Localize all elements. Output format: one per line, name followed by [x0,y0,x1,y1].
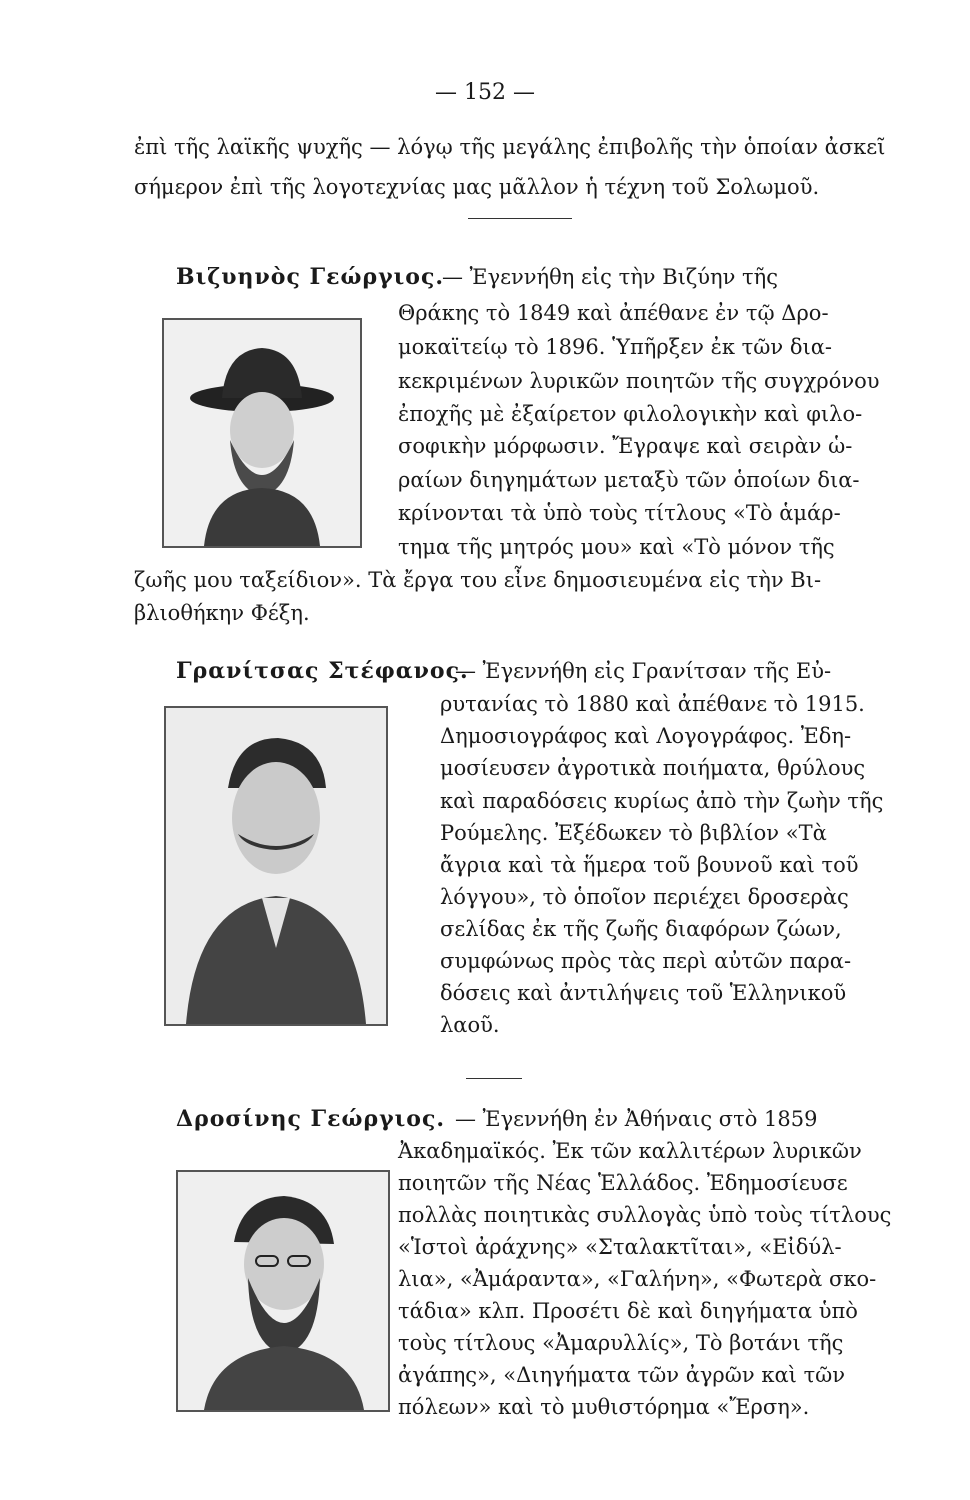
entry-2-name: Γρανίτσας Στέφανος. [176,658,469,684]
entry-2-line-12: λαοῦ. [440,1013,500,1037]
section-divider [466,1078,522,1079]
entry-3-line-5: «Ἱστοὶ ἀράχνης» «Σταλακτῖται», «Εἰδύλ- [398,1235,842,1259]
portrait-granitsas [164,706,388,1026]
entry-1-line-5: ἐποχῆς μὲ ἐξαίρετον φιλολογικὴν καὶ φιλο- [398,402,863,426]
entry-2-line-3: Δημοσιογράφος καὶ Λογογράφος. Ἐδη- [440,724,852,748]
portrait-vizyinos [162,318,362,548]
entry-3-line-7: τάδια» κλπ. Προσέτι δὲ καὶ διηγήματα ὑπὸ [398,1299,858,1323]
entry-1-line-1: — Ἐγεννήθη εἰς τὴν Βιζύην τῆς [442,265,779,289]
entry-3-line-4: πολλὰς ποιητικὰς συλλογὰς ὑπὸ τοὺς τίτλους [398,1203,892,1227]
entry-1-line-9: τημα τῆς μητρός μου» καὶ «Τὸ μόνον τῆς [398,535,835,559]
page-number: — 152 — [435,80,535,105]
entry-3-line-1: — Ἐγεννήθη ἐν Ἀθήναις στὸ 1859 [455,1107,818,1131]
entry-1-line-6: σοφικὴν μόρφωσιν. Ἔγραψε καὶ σειρὰν ὡ- [398,434,853,458]
intro-line-1: ἐπὶ τῆς λαϊκῆς ψυχῆς — λόγῳ τῆς μεγάλης ἐπιβολῆς τὴν ὁποίαν ἀσκεῖ [134,135,886,159]
entry-2-line-11: δόσεις καὶ ἀντιλήψεις τοῦ Ἑλληνικοῦ [440,981,847,1005]
entry-3-line-8: τοὺς τίτλους «Ἀμαρυλλίς», Τὸ βοτάνι τῆς [398,1331,844,1355]
entry-1-line-8: κρίνονται τὰ ὑπὸ τοὺς τίτλους «Τὸ ἁμάρ- [398,501,841,525]
entry-1-line-10: ζωῆς μου ταξείδιον». Τὰ ἔργα του εἶνε δημοσιευμένα εἰς τὴν Βι- [134,568,822,592]
entry-1-name: Βιζυηνὸς Γεώργιος. [176,264,444,290]
entry-1-line-3: μοκαϊτείῳ τὸ 1896. Ὑπῆρξεν ἐκ τῶν δια- [398,335,832,359]
intro-line-2: σήμερον ἐπὶ τῆς λογοτεχνίας μας μᾶλλον ἡ τέχνη τοῦ Σολωμοῦ. [134,175,820,199]
entry-2-line-7: ἄγρια καὶ τὰ ἥμερα τοῦ βουνοῦ καὶ τοῦ [440,853,859,877]
entry-2-line-1: — Ἐγεννήθη εἰς Γρανίτσαν τῆς Εὐ- [455,659,832,683]
entry-2-line-4: μοσίευσεν ἀγροτικὰ ποιήματα, θρύλους [440,756,866,780]
portrait-vizyinos-image [164,320,360,546]
entry-3-line-9: ἀγάπης», «Διηγήματα τῶν ἀγρῶν καὶ τῶν [398,1363,846,1387]
entry-2-line-8: λόγγου», τὸ ὁποῖον περιέχει δροσερὰς [440,885,849,909]
entry-1-line-11: βλιοθήκην Φέξη. [134,601,310,625]
portrait-drosinis [176,1170,390,1412]
entry-3-line-3: ποιητῶν τῆς Νέας Ἑλλάδος. Ἐδημοσίευσε [398,1171,848,1195]
entry-1-line-4: κεκριμένων λυρικῶν ποιητῶν τῆς συγχρόνου [398,369,880,393]
entry-2-line-10: συμφώνως πρὸς τὰς περὶ αὐτῶν παρα- [440,949,852,973]
entry-3-line-2: Ἀκαδημαϊκός. Ἐκ τῶν καλλιτέρων λυρικῶν [398,1139,862,1163]
entry-3-line-10: πόλεων» καὶ τὸ μυθιστόρημα «Ἔρση». [398,1395,810,1419]
entry-3-name: Δροσίνης Γεώργιος. [176,1106,446,1132]
entry-1-line-2: Θράκης τὸ 1849 καὶ ἀπέθανε ἐν τῷ Δρο- [398,301,829,325]
portrait-granitsas-image [166,708,386,1024]
entry-3-line-6: λια», «Ἀμάραντα», «Γαλήνη», «Φωτερὰ σκο- [398,1267,877,1291]
entry-1-line-7: ραίων διηγημάτων μεταξὺ τῶν ὁποίων δια- [398,468,860,492]
entry-2-line-2: ρυτανίας τὸ 1880 καὶ ἀπέθανε τὸ 1915. [440,692,865,716]
entry-2-line-9: σελίδας ἐκ τῆς ζωῆς διαφόρων ζώων, [440,917,842,941]
entry-2-line-6: Ρούμελης. Ἐξέδωκεν τὸ βιβλίον «Τὰ [440,821,827,845]
section-divider [468,218,572,219]
entry-2-line-5: καὶ παραδόσεις κυρίως ἀπὸ τὴν ζωὴν τῆς [440,789,884,813]
portrait-drosinis-image [178,1172,388,1410]
